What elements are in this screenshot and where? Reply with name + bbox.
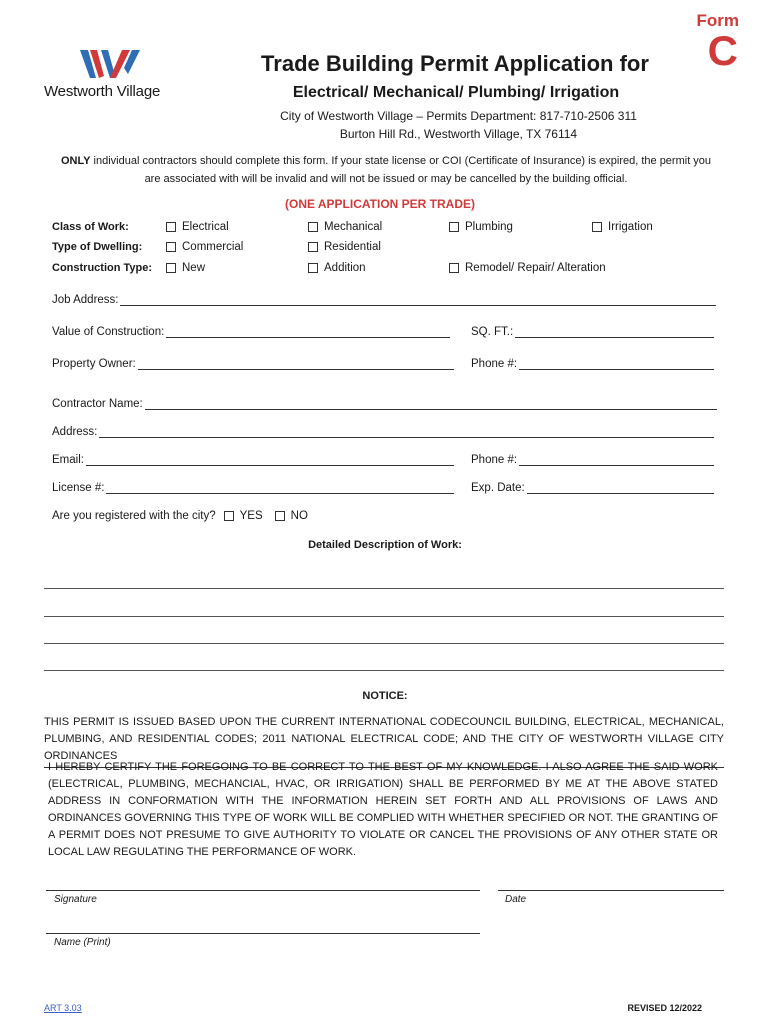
registered-question <box>52 510 308 522</box>
checkbox-icon <box>592 222 602 232</box>
form-letter: C <box>707 27 738 74</box>
page-subtitle: Electrical/ Mechanical/ Plumbing/ Irrigation <box>292 84 620 101</box>
input-line[interactable] <box>138 358 454 370</box>
checkbox-icon <box>166 242 176 252</box>
construction-type-label: Construction Type: <box>52 262 153 274</box>
field-label: Value of Construction: <box>52 326 165 338</box>
value-of-construction-field[interactable] <box>52 326 450 338</box>
field-label: Phone #: <box>471 358 518 370</box>
checkbox-icon <box>166 222 176 232</box>
checkbox-mechanical[interactable] <box>308 221 382 233</box>
signature-line[interactable] <box>46 890 480 891</box>
option-label: New <box>182 262 206 274</box>
option-label: Residential <box>324 241 381 253</box>
contractor-name-field[interactable] <box>52 398 717 410</box>
field-label: Address: <box>52 426 98 438</box>
certification-paragraph: I HEREBY CERTIFY THE FOREGOING TO BE CORRECT TO THE BEST OF MY KNOWLEDGE. I ALSO AGREE THE SAID WORK (ELECTRICAL, PLUMBING, MECHANCIAL, HVAC, OR IRRIGATION) SHALL BE PERFORMED BY ME AT THE ABOVE STATED ADDRESS IN CONFORMATION WITH THE INFORMATION HEREIN SET FORTH AND ALL PROVISIONS OF LAWS AND ORDINANCES GOVERNING THIS TYPE OF WORK WILL BE COMPLIED WITH WHETHER SPECIFIED OR NOT. THE GRANTING OF A PERMIT DOES NOT PRESUME TO GIVE AUTHORITY TO VIOLATE OR CANCEL THE PROVISIONS OF ANY OTHER STATE OR LOCAL LAW REGULATING THE PERFORMANCE OF WORK. <box>48 761 718 858</box>
checkbox-icon <box>449 263 459 273</box>
checkbox-yes-icon[interactable] <box>224 511 234 521</box>
field-label: Contractor Name: <box>52 398 143 410</box>
checkbox-icon <box>308 242 318 252</box>
option-label: Electrical <box>182 221 229 233</box>
notice-codes-paragraph: THIS PERMIT IS ISSUED BASED UPON THE CURRENT INTERNATIONAL CODECOUNCIL BUILDING, ELECTRICAL, MECHANICAL, PLUMBING, AND RESIDENTIAL CODES; 2011 NATIONAL ELECTRICAL CODE; AND THE CITY OF WESTWORTH VILLAGE CITY ORDINANCES <box>44 714 724 768</box>
email-field[interactable] <box>52 454 454 466</box>
field-label: Exp. Date: <box>471 482 525 494</box>
owner-phone-field[interactable] <box>471 358 714 370</box>
signature-label: Signature <box>54 894 97 905</box>
page-title: Trade Building Permit Application for <box>261 51 649 76</box>
class-of-work-label: Class of Work: <box>52 221 129 233</box>
option-label: Commercial <box>182 241 244 253</box>
job-address-field[interactable] <box>52 294 716 306</box>
checkbox-plumbing[interactable] <box>449 221 513 233</box>
property-owner-field[interactable] <box>52 358 454 370</box>
yes-label: YES <box>239 510 263 522</box>
date-line[interactable] <box>498 890 724 891</box>
description-line-3[interactable] <box>44 643 724 644</box>
input-line[interactable] <box>99 426 714 438</box>
checkbox-no-icon[interactable] <box>275 511 285 521</box>
contractor-phone-field[interactable] <box>471 454 714 466</box>
input-line[interactable] <box>166 326 450 338</box>
field-label: License #: <box>52 482 105 494</box>
type-of-dwelling-label: Type of Dwelling: <box>52 241 143 253</box>
revision-date: REVISED 12/2022 <box>627 1003 702 1013</box>
exp-date-field[interactable] <box>471 482 714 494</box>
checkbox-icon <box>166 263 176 273</box>
checkbox-addition[interactable] <box>308 262 366 274</box>
description-title: Detailed Description of Work: <box>308 539 462 551</box>
date-label: Date <box>505 894 527 905</box>
input-line[interactable] <box>519 358 714 370</box>
option-label: Irrigation <box>608 221 653 233</box>
option-label: Plumbing <box>465 221 513 233</box>
form-label: Form <box>696 11 739 30</box>
name-print-label: Name (Print) <box>54 937 111 948</box>
checkbox-icon <box>449 222 459 232</box>
no-label: NO <box>290 510 308 522</box>
checkbox-remodel[interactable] <box>449 262 606 274</box>
checkbox-new[interactable] <box>166 262 205 274</box>
checkbox-irrigation[interactable] <box>592 221 653 233</box>
input-line[interactable] <box>86 454 454 466</box>
checkbox-residential[interactable] <box>308 241 381 253</box>
option-label: Addition <box>324 262 366 274</box>
input-line[interactable] <box>120 294 716 306</box>
checkbox-icon <box>308 222 318 232</box>
input-line[interactable] <box>527 482 714 494</box>
checkbox-icon <box>308 263 318 273</box>
description-line-2[interactable] <box>44 616 724 617</box>
field-label: Property Owner: <box>52 358 136 370</box>
address-field[interactable] <box>52 426 714 438</box>
field-label: Job Address: <box>52 294 119 306</box>
description-line-1[interactable] <box>44 588 724 589</box>
description-line-4[interactable] <box>44 670 724 671</box>
input-line[interactable] <box>519 454 714 466</box>
input-line[interactable] <box>106 482 454 494</box>
field-label: Email: <box>52 454 84 466</box>
name-print-line[interactable] <box>46 933 480 934</box>
checkbox-commercial[interactable] <box>166 241 243 253</box>
input-line[interactable] <box>145 398 717 410</box>
one-application-note: (ONE APPLICATION PER TRADE) <box>284 197 475 211</box>
option-label: Mechanical <box>324 221 383 233</box>
department-contact: City of Westworth Village – Permits Department: 817-710-2506 311 <box>280 109 637 123</box>
intro-notice <box>52 152 720 188</box>
checkbox-electrical[interactable] <box>166 221 229 233</box>
department-address: Burton Hill Rd., Westworth Village, TX 76114 <box>339 127 578 141</box>
field-label: SQ. FT.: <box>471 326 514 338</box>
intro-bold: ONLY <box>60 155 91 167</box>
field-label: Phone #: <box>471 454 518 466</box>
article-reference-link[interactable]: ART 3.03 <box>44 1003 82 1013</box>
sq-ft-field[interactable] <box>471 326 714 338</box>
option-label: Remodel/ Repair/ Alteration <box>465 262 606 274</box>
notice-heading: NOTICE: <box>362 690 408 702</box>
logo-text: Westworth Village <box>44 83 161 100</box>
input-line[interactable] <box>515 326 714 338</box>
intro-text: individual contractors should complete this form. If your state license or COI (Certificate of Insurance) is expired, the permit you are associated with will be invalid and will not be issued or may be cancelled by the building official. <box>90 155 712 185</box>
question-label: Are you registered with the city? <box>52 510 216 522</box>
license-field[interactable] <box>52 482 454 494</box>
